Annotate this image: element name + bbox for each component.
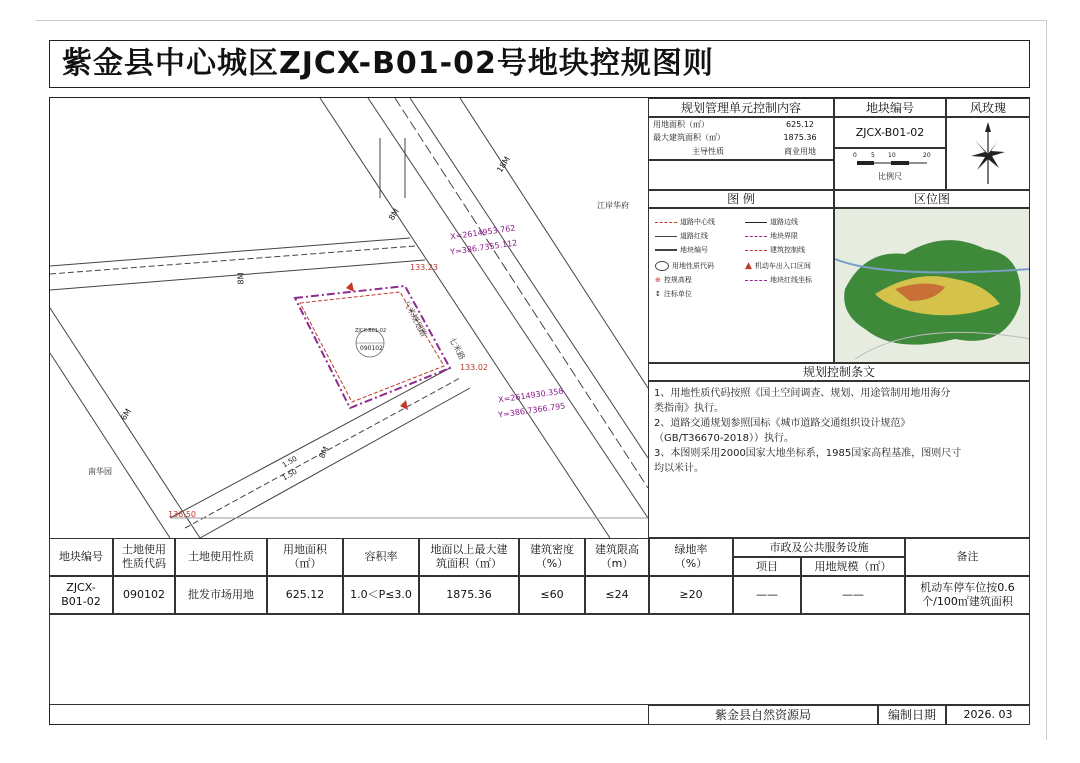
legend-item-2: 道路红线 [655,231,708,241]
elevation-3: 136.50 [168,510,196,519]
map-svg [50,98,648,538]
td-area: 625.12 [267,576,343,614]
road-width-8m-c: 8M [317,445,331,460]
page-title: 紫金县中心城区ZJCX-B01-02号地块控规图则 [49,40,1030,88]
legend-item-9: ⊕ 控规高程 [655,276,692,284]
plot-code-label: ZJCX-B01-02 [355,328,387,334]
th-max-gfa: 地面以上最大建 筑面积（㎡） [419,538,519,576]
road-width-6m: 6M [119,407,133,422]
clause-line-5: 3、本图则采用2000国家大地坐标系，1985国家高程基准，图则尺寸 [654,448,962,459]
page-edge-right [1046,20,1047,740]
legend-item-1: 道路中心线 [655,217,715,227]
td-max-gfa: 1875.36 [419,576,519,614]
location-map-image [835,209,1030,363]
control-row-label-1: 用地面积（㎡） [653,120,709,129]
clauses-header: 规划控制条文 [648,363,1030,381]
td-far: 1.0＜P≤3.0 [343,576,419,614]
clause-line-2: 类指南》执行。 [654,403,724,414]
road-name-1: 八米规划路 [401,298,429,339]
place-label-1: 江岸华府 [597,201,629,210]
location-map [834,208,1030,363]
dist-label-1: 1.50 [281,454,299,470]
footer-date-label: 编制日期 [878,705,946,725]
td-land-use: 批发市场用地 [175,576,267,614]
th-height: 建筑限高 （m） [585,538,649,576]
clause-line-3: 2、道路交通规划参照国标《城市道路交通组织设计规范》 [654,418,911,429]
clause-line-4: （GB/T36670-2018））执行。 [654,433,794,444]
th-far: 容积率 [343,538,419,576]
scale-tick-0: 0 [853,152,857,159]
control-row-value-2: 1875.36 [783,133,817,142]
plot-use-label: 090102 [360,345,383,352]
page-edge-top [36,20,1046,21]
road-width-18m: 18M [495,154,512,175]
control-panel-header: 规划管理单元控制内容 [648,98,834,117]
td-fac-item: —— [733,576,801,614]
clause-line-6: 均以米计。 [654,463,704,474]
footer-authority: 紫金县自然资源局 [648,705,878,725]
th-area: 用地面积 （㎡） [267,538,343,576]
clause-line-1: 1、用地性质代码按照《国土空间调查、规划、用途管制用地用海分 [654,388,951,399]
legend-item-8: ▲ 机动车出入口区间 [745,261,811,271]
legend-item-3: 地块界限 [745,231,798,241]
coord-2-y: Y=386.7366.795 [497,401,566,420]
plot-no-value: ZJCX-B01-02 [834,117,946,148]
scale-bar [834,148,946,190]
elevation-1: 133.23 [410,263,438,272]
road-width-8m-a: 8M [387,207,401,222]
th-remark: 备注 [905,538,1030,576]
legend-item-5: 建筑控制线 [745,245,805,255]
elevation-2: 133.02 [460,363,488,372]
wind-rose-header: 风玫瑰 [946,98,1030,117]
legend-item-10: 地块红线坐标 [745,275,812,285]
place-label-2: 南华园 [88,467,112,476]
legend-item-7: 用地性质代码 [655,261,714,271]
control-panel-blank [648,160,834,190]
control-row-value-3: 商业用地 [784,147,816,156]
th-facilities: 市政及公共服务设施 [733,538,905,557]
th-land-code: 土地使用 性质代码 [113,538,175,576]
scale-tick-5: 5 [871,152,875,159]
td-density: ≤60 [519,576,585,614]
wind-rose [946,117,1030,190]
road-width-8m-b: 8M [236,272,246,285]
planning-map [50,98,648,538]
road-name-2: 七米路 [447,335,467,362]
control-row-value-1: 625.12 [786,120,814,129]
control-row-label-3: 主导性质 [692,147,724,156]
scale-label: 比例尺 [878,172,902,181]
legend-item-4: 道路边线 [745,217,798,227]
legend-item-6: 地块编号 [655,245,708,255]
th-fac-scale: 用地规模（㎡） [801,557,905,576]
coord-1-x: X=2614953.762 [449,223,516,242]
scale-tick-20: 20 [923,152,931,159]
td-plot-no: ZJCX- B01-02 [49,576,113,614]
legend-box [648,208,834,363]
td-remark: 机动车停车位按0.6 个/100㎡建筑面积 [905,576,1030,614]
th-density: 建筑密度 （%） [519,538,585,576]
td-fac-scale: —— [801,576,905,614]
th-green: 绿地率 （%） [649,538,733,576]
wind-rose-icon [947,118,1029,189]
scale-tick-10: 10 [888,152,896,159]
td-height: ≤24 [585,576,649,614]
table-blank-area [49,614,1030,705]
th-plot-no: 地块编号 [49,538,113,576]
footer-date: 2026. 03 [946,705,1030,725]
legend-header: 图 例 [648,190,834,208]
location-map-header: 区位图 [834,190,1030,208]
control-row-label-2: 最大建筑面积（㎡） [653,133,725,142]
td-green: ≥20 [649,576,733,614]
dist-label-2: 1.50 [281,467,299,483]
coord-1-y: Y=386.7355.112 [449,238,518,257]
coord-2-x: X=2614930.358 [497,386,564,405]
th-fac-item: 项目 [733,557,801,576]
th-land-use: 土地使用性质 [175,538,267,576]
td-land-code: 090102 [113,576,175,614]
control-panel-body [648,117,834,160]
plot-no-header: 地块编号 [834,98,946,117]
legend-item-11: ↕ 注标单位 [655,290,692,298]
